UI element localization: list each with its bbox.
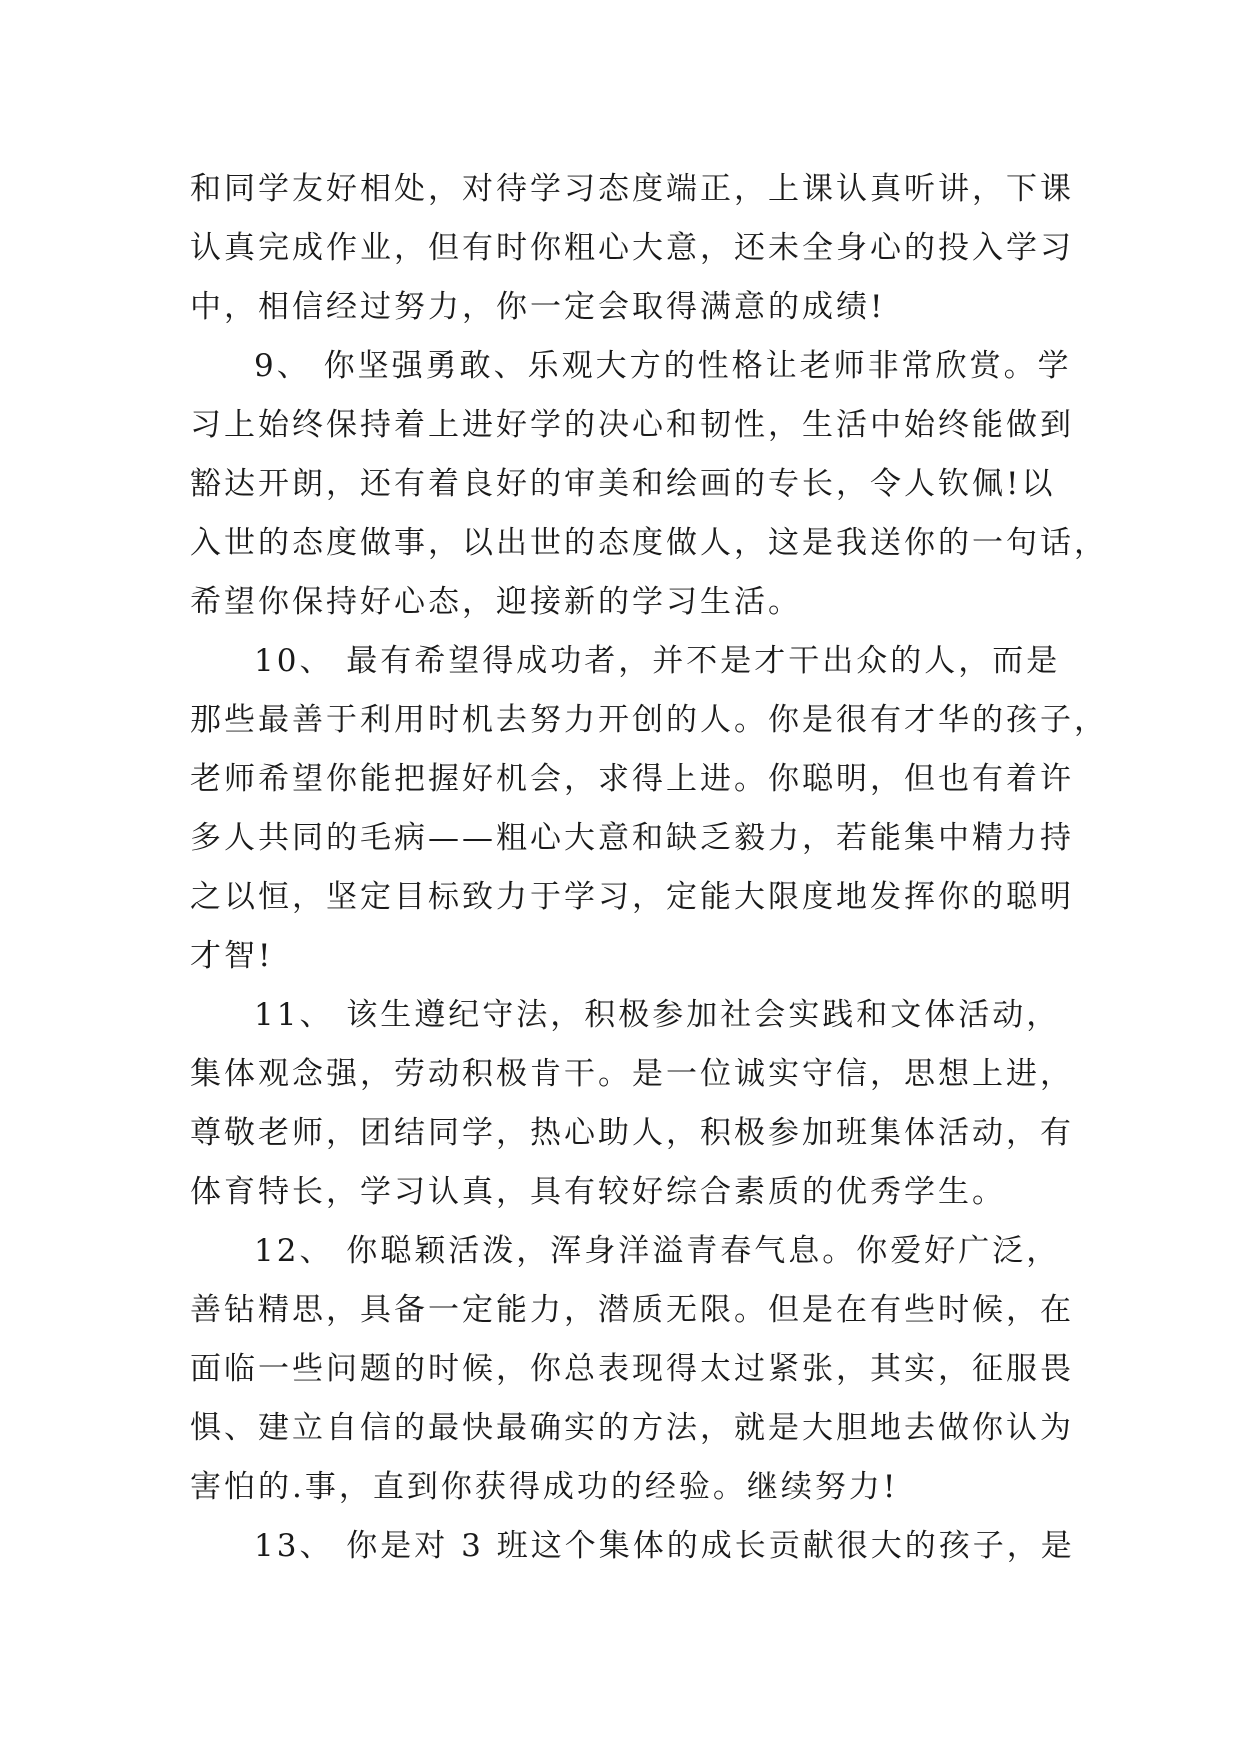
- text-line: 习上始终保持着上进好学的决心和韧性，生活中始终能做到: [190, 407, 1074, 443]
- text-line: 中，相信经过努力，你一定会取得满意的成绩!: [190, 289, 886, 325]
- text-line: 善钻精思，具备一定能力，潜质无限。但是在有些时候，在: [190, 1292, 1074, 1328]
- text-line: 认真完成作业，但有时你粗心大意，还未全身心的投入学习: [190, 230, 1074, 266]
- item-11-first-line: 11、 该生遵纪守法，积极参加社会实践和文体活动，: [254, 997, 1061, 1033]
- text-line: 多人共同的毛病——粗心大意和缺乏毅力，若能集中精力持: [190, 820, 1074, 856]
- text-line: 豁达开朗，还有着良好的审美和绘画的专长，令人钦佩!以: [190, 466, 1056, 502]
- text-line: 体育特长，学习认真，具有较好综合素质的优秀学生。: [190, 1174, 1006, 1210]
- text-line: 希望你保持好心态，迎接新的学习生活。: [190, 584, 802, 620]
- text-line: 和同学友好相处，对待学习态度端正，上课认真听讲，下课: [190, 171, 1074, 207]
- item-12-first-line: 12、 你聪颖活泼，浑身洋溢青春气息。你爱好广泛，: [254, 1233, 1061, 1269]
- text-line: 尊敬老师，团结同学，热心助人，积极参加班集体活动，有: [190, 1115, 1074, 1151]
- item-9-first-line: 9、 你坚强勇敢、乐观大方的性格让老师非常欣赏。学: [254, 348, 1072, 384]
- text-line: 集体观念强，劳动积极肯干。是一位诚实守信，思想上进，: [190, 1056, 1074, 1092]
- text-line: 老师希望你能把握好机会，求得上进。你聪明，但也有着许: [190, 761, 1074, 797]
- text-line: 入世的态度做事，以出世的态度做人，这是我送你的一句话，: [190, 525, 1108, 561]
- document-body: [190, 160, 1108, 1576]
- text-line: 惧、建立自信的最快最确实的方法，就是大胆地去做你认为: [190, 1410, 1074, 1446]
- text-line: 那些最善于利用时机去努力开创的人。你是很有才华的孩子，: [190, 702, 1108, 738]
- text-line: 之以恒，坚定目标致力于学习，定能大限度地发挥你的聪明: [190, 879, 1074, 915]
- text-line: 面临一些问题的时候，你总表现得太过紧张，其实，征服畏: [190, 1351, 1074, 1387]
- text-line: 害怕的.事，直到你获得成功的经验。继续努力!: [190, 1469, 899, 1505]
- item-13-first-line: 13、 你是对 3 班这个集体的成长贡献很大的孩子，是: [254, 1528, 1075, 1564]
- text-line: 才智!: [190, 938, 274, 974]
- item-10-first-line: 10、 最有希望得成功者，并不是才干出众的人，而是: [254, 643, 1061, 679]
